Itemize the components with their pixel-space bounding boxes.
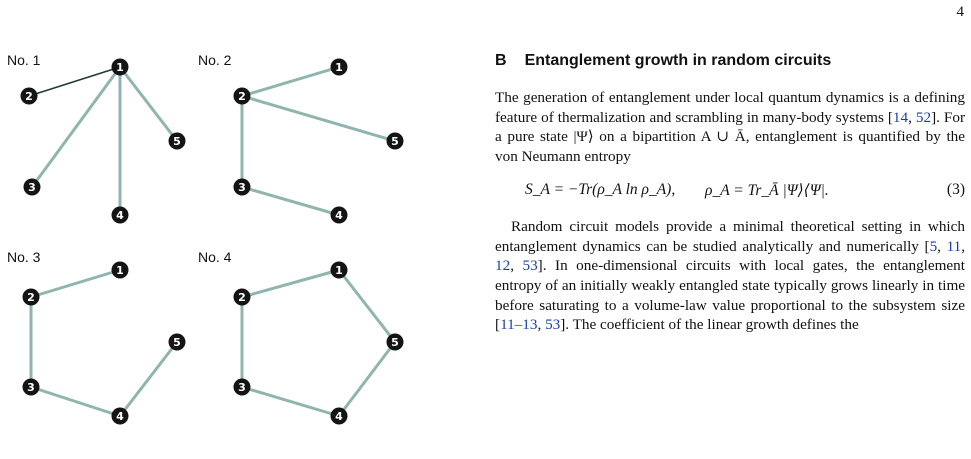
svg-text:5: 5 xyxy=(173,135,181,148)
graph-edge xyxy=(120,67,177,141)
graph-node xyxy=(331,262,348,279)
graph-edge xyxy=(242,387,339,416)
graph-node xyxy=(169,334,186,351)
svg-text:4: 4 xyxy=(335,209,343,222)
page-number: 4 xyxy=(956,4,964,20)
citation-link[interactable]: 12 xyxy=(495,257,511,275)
graph-edge xyxy=(31,387,120,416)
graph-svg xyxy=(7,249,207,429)
graph-panel-2 xyxy=(198,52,398,242)
section-title: Entanglement growth in random circuits xyxy=(524,52,832,69)
graph-node xyxy=(112,262,129,279)
citation-link[interactable]: 14 xyxy=(892,108,909,126)
graph-svg xyxy=(198,249,418,429)
graph-node xyxy=(112,408,129,425)
graph-node xyxy=(234,289,251,306)
graph-edge xyxy=(242,67,339,96)
panel-label: No. 1 xyxy=(7,52,41,68)
svg-text:3: 3 xyxy=(238,181,246,194)
graph-node xyxy=(234,179,251,196)
equation-rhs: ρ_A = Tr_Ā |Ψ⟩⟨Ψ|. xyxy=(705,181,829,199)
graph-node xyxy=(331,207,348,224)
graph-edge xyxy=(120,342,177,416)
graph-node xyxy=(112,207,129,224)
graph-node xyxy=(234,379,251,396)
graph-edge xyxy=(242,270,339,297)
panel-label: No. 2 xyxy=(198,52,232,68)
graph-figure xyxy=(0,0,440,459)
svg-text:1: 1 xyxy=(116,61,124,74)
citation-link[interactable]: 53 xyxy=(522,257,538,275)
graph-panel-4 xyxy=(198,249,398,439)
graph-node xyxy=(331,59,348,76)
svg-text:2: 2 xyxy=(238,291,246,304)
graph-edge xyxy=(242,96,395,141)
citation-link[interactable]: 11 xyxy=(946,237,962,255)
paragraph-random-circuits: Random circuit models provide a minimal theoretical setting in which entanglement dynamics can be studied analytically and numerically [5, 11, 12, 53]. In one-dimensional circuits with local gates, the entanglement entropy of an initially weakly entangled state typically grows linearly in time before saturating to a volume-law value proportional to the subsystem size [11–13, 53]. The coefficient of the linear growth defines the xyxy=(495,217,966,334)
svg-text:3: 3 xyxy=(238,381,246,394)
section-number: B xyxy=(495,52,507,69)
graph-node xyxy=(234,88,251,105)
text-column xyxy=(495,52,965,335)
paragraph-intro: The generation of entanglement under local quantum dynamics is a defining feature of thermalization and scrambling in many-body systems [14, 52]. For a pure state |Ψ⟩ on a bipartition A ∪ Ā, entanglement is quantified by the von Neumann entropy xyxy=(495,89,966,166)
equation-number: (3) xyxy=(946,180,965,198)
graph-svg xyxy=(7,52,207,232)
graph-svg xyxy=(198,52,418,232)
graph-node xyxy=(112,59,129,76)
svg-text:3: 3 xyxy=(28,181,36,194)
svg-text:2: 2 xyxy=(25,90,33,103)
graph-panel-3 xyxy=(7,249,207,439)
svg-text:5: 5 xyxy=(391,336,399,349)
section-heading xyxy=(495,52,965,70)
graph-edge xyxy=(29,67,120,96)
citation-link[interactable]: 5 xyxy=(929,237,938,255)
graph-edge xyxy=(339,270,395,342)
citation-link[interactable]: 53 xyxy=(545,316,561,334)
svg-text:4: 4 xyxy=(116,410,124,423)
graph-edge xyxy=(242,187,339,215)
graph-node xyxy=(21,88,38,105)
graph-node xyxy=(331,408,348,425)
graph-node xyxy=(23,289,40,306)
panel-label: No. 4 xyxy=(198,249,232,265)
graph-panel-1 xyxy=(7,52,207,242)
citation-link[interactable]: 52 xyxy=(915,108,932,126)
svg-text:2: 2 xyxy=(27,291,35,304)
citation-link[interactable]: 11–13 xyxy=(500,316,538,334)
graph-edge xyxy=(339,342,395,416)
graph-node xyxy=(169,133,186,150)
graph-edge xyxy=(32,67,120,187)
graph-edge xyxy=(31,270,120,297)
graph-node xyxy=(24,179,41,196)
svg-text:2: 2 xyxy=(238,90,246,103)
svg-text:1: 1 xyxy=(335,61,343,74)
equation-lhs: S_A = −Tr(ρ_A ln ρ_A), xyxy=(525,180,676,198)
graph-node xyxy=(23,379,40,396)
graph-node xyxy=(387,334,404,351)
equation-3 xyxy=(495,179,965,207)
svg-text:5: 5 xyxy=(173,336,181,349)
svg-text:1: 1 xyxy=(335,264,343,277)
svg-text:1: 1 xyxy=(116,264,124,277)
svg-text:3: 3 xyxy=(27,381,35,394)
svg-text:4: 4 xyxy=(116,209,124,222)
graph-node xyxy=(387,133,404,150)
svg-text:4: 4 xyxy=(335,410,343,423)
panel-label: No. 3 xyxy=(7,249,41,265)
svg-text:5: 5 xyxy=(391,135,399,148)
